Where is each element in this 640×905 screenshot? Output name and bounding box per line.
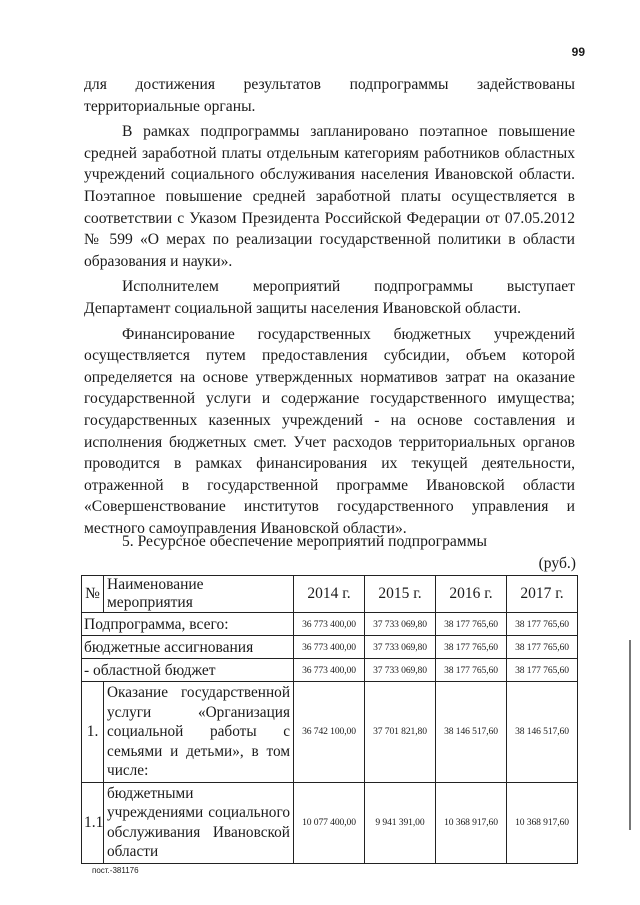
cell-2015: 37 733 069,80	[365, 659, 436, 682]
units-label: (руб.)	[538, 555, 576, 572]
cell-2014: 36 773 400,00	[294, 636, 365, 659]
cell-2017: 10 368 917,60	[507, 782, 578, 863]
cell-2016: 10 368 917,60	[436, 782, 507, 863]
row-label: - областной бюджет	[82, 659, 294, 682]
footer-code: пост.-381176	[92, 866, 139, 875]
cell-2016: 38 177 765,60	[436, 613, 507, 636]
row-index: 1.1	[82, 782, 104, 863]
header-num: №	[82, 576, 104, 613]
scan-edge-line	[629, 640, 631, 830]
body-text	[84, 74, 575, 543]
paragraph-3: Исполнителем мероприятий подпрограммы выступает Департамент социальной защиты населения Ивановской области.	[84, 278, 575, 317]
header-2015: 2015 г.	[365, 576, 436, 613]
cell-2017: 38 146 517,60	[507, 682, 578, 783]
cell-2016: 38 177 765,60	[436, 659, 507, 682]
cell-2014: 10 077 400,00	[294, 782, 365, 863]
cell-2014: 36 773 400,00	[294, 659, 365, 682]
header-2017: 2017 г.	[507, 576, 578, 613]
cell-2015: 9 941 391,00	[365, 782, 436, 863]
cell-2014: 36 773 400,00	[294, 613, 365, 636]
table-row	[82, 613, 578, 636]
row-label: бюджетные ассигнования	[82, 636, 294, 659]
cell-2017: 38 177 765,60	[507, 613, 578, 636]
paragraph-2: В рамках подпрограммы запланировано поэтапное повышение средней заработной платы отдельным категориям работников областных учреждений социального обслуживания населения Ивановской области. Поэтапное повышение средней заработной платы осуществляется в соответствии с Указом Президента Российской Федерации от 07.05.2012 № 599 «О мерах по реализации государственной политики в области образования и науки».	[84, 123, 575, 270]
section-title: 5. Ресурсное обеспечение мероприятий подпрограммы	[122, 533, 487, 550]
row-label: Оказание государственной услуги «Организация социальной работы с семьями и детьми», в том числе:	[104, 682, 294, 783]
cell-2015: 37 733 069,80	[365, 636, 436, 659]
cell-2016: 38 177 765,60	[436, 636, 507, 659]
cell-2017: 38 177 765,60	[507, 636, 578, 659]
header-2016: 2016 г.	[436, 576, 507, 613]
table-row	[82, 636, 578, 659]
header-name: Наименование мероприятия	[104, 576, 294, 613]
table-row	[82, 682, 578, 783]
page-number: 99	[571, 45, 585, 59]
cell-2015: 37 733 069,80	[365, 613, 436, 636]
cell-2017: 38 177 765,60	[507, 659, 578, 682]
cell-2015: 37 701 821,80	[365, 682, 436, 783]
row-index: 1.	[82, 682, 104, 783]
row-label: бюджетными учреждениями социального обслуживания Ивановской области	[104, 782, 294, 863]
paragraph-1: для достижения результатов подпрограммы задействованы территориальные органы.	[84, 76, 575, 115]
paragraph-4: Финансирование государственных бюджетных учреждений осуществляется путем предоставления субсидии, объем которой определяется на основе утвержденных нормативов затрат на оказание государственной услуги и содержание государственного имущества; государственных казенных учреждений - на основе составления и исполнения бюджетных смет. Учет расходов территориальных органов проводится в рамках финансирования их текущей деятельности, отраженной в государственной программе Ивановской области «Совершенствование институтов государственного управления и местного самоуправления Ивановской области».	[84, 325, 575, 537]
row-label: Подпрограмма, всего:	[82, 613, 294, 636]
cell-2016: 38 146 517,60	[436, 682, 507, 783]
table-header-row	[82, 576, 578, 613]
table-row	[82, 782, 578, 863]
table-row	[82, 659, 578, 682]
header-2014: 2014 г.	[294, 576, 365, 613]
cell-2014: 36 742 100,00	[294, 682, 365, 783]
resource-table	[81, 575, 578, 864]
